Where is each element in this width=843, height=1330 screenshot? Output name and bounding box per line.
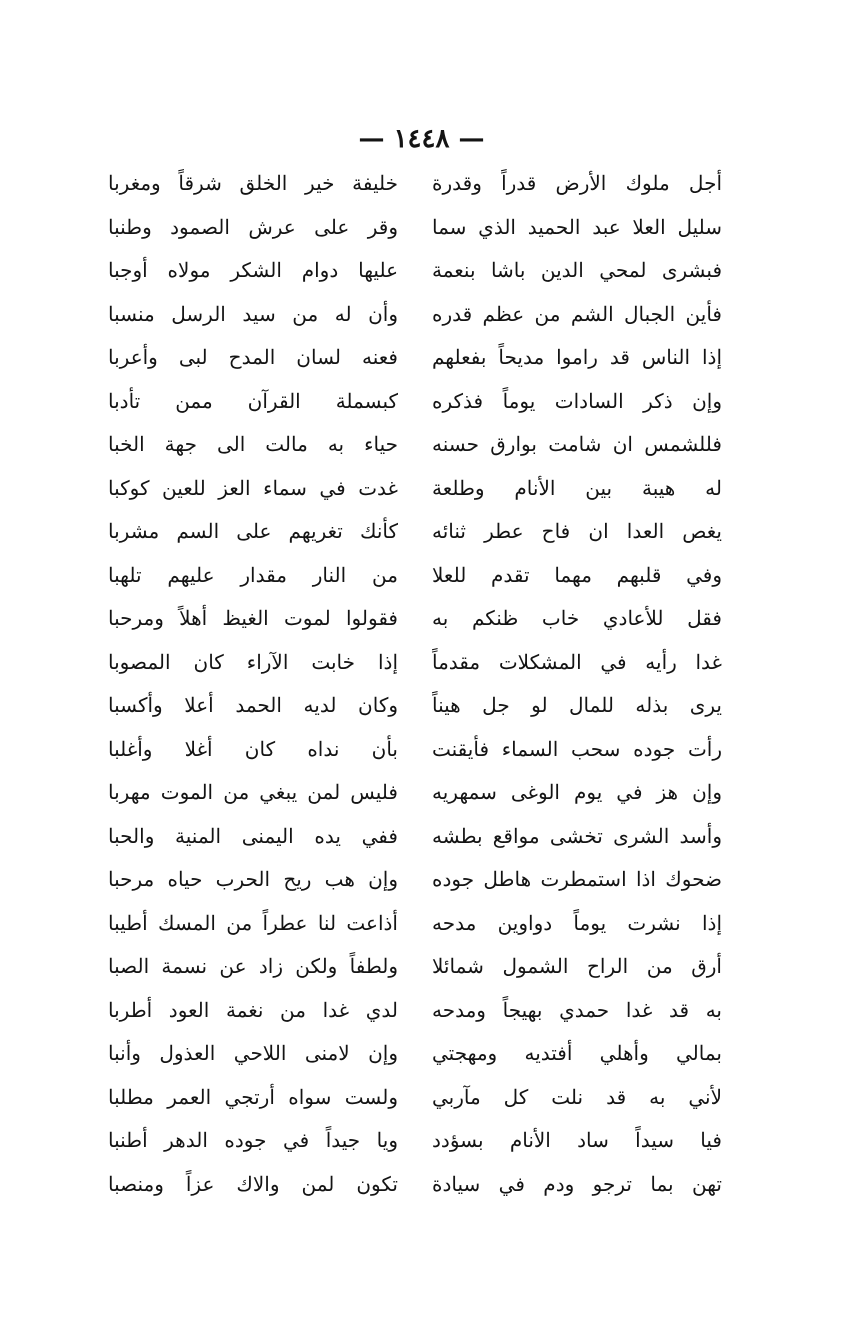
page-number: — ١٤٤٨ — [358, 124, 485, 154]
verse-first-hemistich: أجل ملوك الأرض قدراً وقدرة [432, 171, 722, 195]
verse-first-hemistich: له هيبة بين الأنام وطلعة [432, 475, 722, 500]
verse-second-hemistich: إذا خابت الآراء كان المصوبا [108, 649, 398, 674]
verse-second-hemistich: وقر على عرش الصمود وطنبا [108, 214, 398, 239]
verse-first-hemistich: فيا سيداً ساد الأنام بسؤدد [432, 1128, 722, 1152]
verse-first-hemistich: إذا الناس قد راموا مديحاً بفعلهم [432, 345, 722, 369]
verse-first-hemistich: وإن هز في يوم الوغى سمهريه [432, 780, 722, 804]
verse-first-hemistich: بمالي وأهلي أفتديه ومهجتي [432, 1041, 722, 1065]
verse-first-hemistich: ضحوك اذا استمطرت هاطل جوده [432, 867, 722, 891]
verse-second-hemistich: ففي يده اليمنى المنية والحبا [108, 823, 398, 848]
verse-first-hemistich: سليل العلا عبد الحميد الذي سما [432, 214, 722, 239]
verse-second-hemistich: لدي غدا من نغمة العود أطربا [108, 997, 398, 1022]
verse-first-hemistich: إذا نشرت يوماً دواوين مدحه [432, 910, 722, 935]
verse-first-hemistich: وفي قلبهم مهما تقدم للعلا [432, 562, 722, 587]
verse-second-hemistich: حياء به مالت الى جهة الخبا [108, 432, 398, 456]
verse-second-hemistich: فقولوا لموت الغيظ أهلاً ومرحبا [108, 606, 398, 630]
verse-second-hemistich: تكون لمن والاك عزاً ومنصبا [108, 1171, 398, 1196]
verse-second-hemistich: ويا جيداً في جوده الدهر أطنبا [108, 1128, 398, 1152]
verse-first-hemistich: فقل للأعادي خاب ظنكم به [432, 606, 722, 630]
verse-second-hemistich: عليها دوام الشكر مولاه أوجبا [108, 258, 398, 282]
verse-first-hemistich: به قد غدا حمدي بهيجاً ومدحه [432, 997, 722, 1022]
verse-first-hemistich: وأسد الشرى تخشى مواقع بطشه [432, 823, 722, 848]
verse-second-hemistich: فليس لمن يبغي من الموت مهربا [108, 780, 398, 804]
verse-first-hemistich: رأت جوده سحب السماء فأيقنت [432, 736, 722, 761]
verse-second-hemistich: وإن هب ريح الحرب حياه مرحبا [108, 867, 398, 891]
verse-first-hemistich: يغص العدا ان فاح عطر ثنائه [432, 519, 722, 543]
verse-second-hemistich: من النار مقدار عليهم تلهبا [108, 562, 398, 587]
verse-first-hemistich: فأين الجبال الشم من عظم قدره [432, 301, 722, 326]
first-hemistich-column [432, 162, 722, 1206]
verse-second-hemistich: وإن لامنى اللاحي العذول وأنبا [108, 1041, 398, 1065]
verse-second-hemistich: وأن له من سيد الرسل منسبا [108, 301, 398, 326]
verse-second-hemistich: فعنه لسان المدح لبى وأعربا [108, 345, 398, 369]
verse-second-hemistich: بأن نداه كان أغلا وأغلبا [108, 736, 398, 761]
verse-first-hemistich: أرق من الراح الشمول شمائلا [432, 954, 722, 978]
verse-second-hemistich: كأنك تغريهم على السم مشربا [108, 519, 398, 543]
verse-second-hemistich: ولطفاً ولكن زاد عن نسمة الصبا [108, 954, 398, 978]
verse-first-hemistich: فللشمس ان شامت بوارق حسنه [432, 432, 722, 456]
verse-second-hemistich: خليفة خير الخلق شرقاً ومغربا [108, 171, 398, 195]
verse-first-hemistich: غدا رأيه في المشكلات مقدماً [432, 649, 722, 674]
verse-first-hemistich: تهن بما ترجو ودم في سيادة [432, 1171, 722, 1196]
verse-first-hemistich: فبشرى لمحي الدين باشا بنعمة [432, 258, 722, 282]
verse-second-hemistich: وكان لديه الحمد أعلا وأكسبا [108, 693, 398, 717]
verse-second-hemistich: أذاعت لنا عطراً من المسك أطيبا [108, 910, 398, 935]
verse-second-hemistich: كبسملة القرآن ممن تأدبا [108, 388, 398, 413]
second-hemistich-column [108, 162, 398, 1206]
verse-first-hemistich: لأني به قد نلت كل مآربي [432, 1084, 722, 1109]
verse-first-hemistich: يرى بذله للمال لو جل هيناً [432, 693, 722, 717]
verse-second-hemistich: غدت في سماء العز للعين كوكبا [108, 475, 398, 500]
verse-first-hemistich: وإن ذكر السادات يوماً فذكره [432, 388, 722, 413]
verse-second-hemistich: ولست سواه أرتجي العمر مطلبا [108, 1084, 398, 1109]
